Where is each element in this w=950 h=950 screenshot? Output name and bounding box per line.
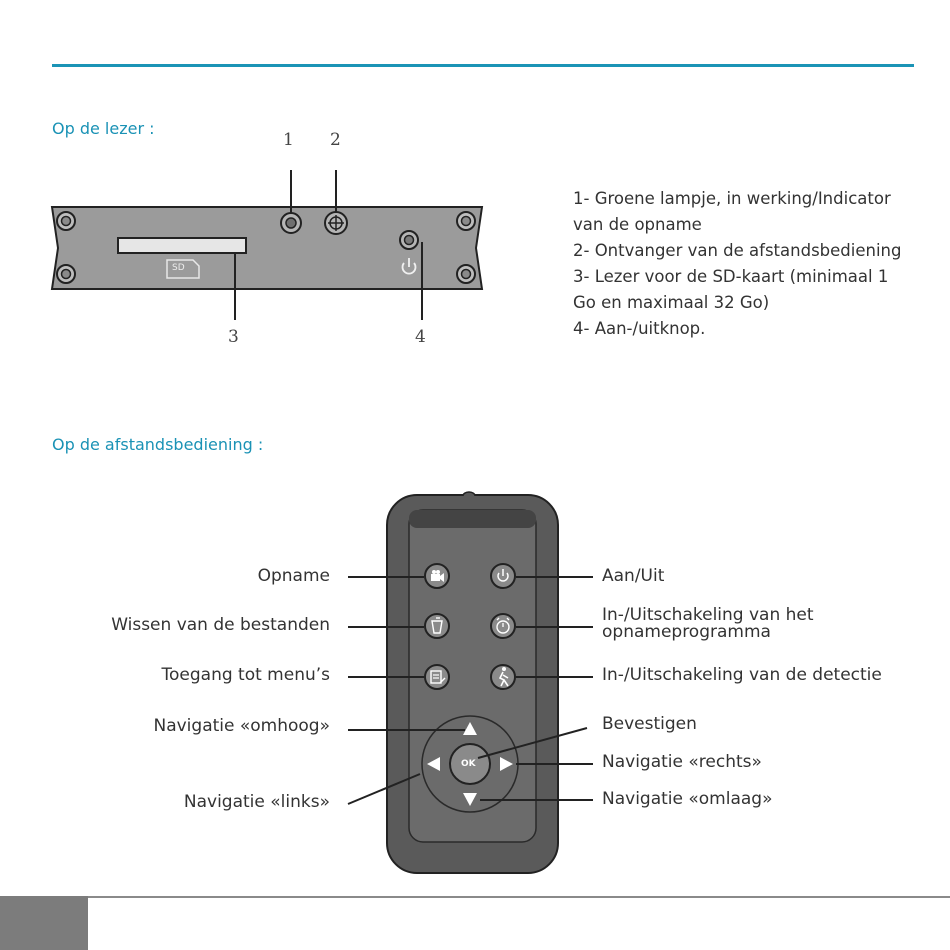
remote-top-nub <box>463 492 475 496</box>
label-up: Navigatie «omhoog» <box>153 716 330 736</box>
label-schedule <box>602 607 814 641</box>
sd-logo-text: SD <box>172 263 185 273</box>
label-menu: Toegang tot menu’s <box>161 665 330 685</box>
callout-number-4: 4 <box>415 327 426 347</box>
label-delete: Wissen van de bestanden <box>111 615 330 635</box>
schedule-button <box>491 614 515 638</box>
remote-heading: Op de afstandsbediening : <box>52 435 264 454</box>
legend-line: 1- Groene lampje, in werking/Indicator <box>573 189 891 208</box>
legend-line: 4- Aan-/uitknop. <box>573 319 706 338</box>
delete-button <box>425 614 449 638</box>
remote-power-button <box>491 564 515 588</box>
label-down: Navigatie «omlaag» <box>602 789 773 809</box>
ok-label: OK <box>461 759 476 769</box>
remote-panel-top <box>409 510 536 528</box>
footer-rule <box>0 896 950 898</box>
label-detection: In-/Uitschakeling van de detectie <box>602 665 882 685</box>
legend-line: 2- Ontvanger van de afstandsbediening <box>573 241 902 260</box>
label-record: Opname <box>257 566 330 586</box>
label-schedule-line2: opnameprogramma <box>602 622 771 642</box>
label-power: Aan/Uit <box>602 566 665 586</box>
record-button <box>425 564 449 588</box>
legend-line: Go en maximaal 32 Go) <box>573 293 770 312</box>
callout-number-3: 3 <box>228 327 239 347</box>
label-right: Navigatie «rechts» <box>602 752 762 772</box>
callout-number-2: 2 <box>330 130 341 150</box>
legend-line: 3- Lezer voor de SD-kaart (minimaal 1 <box>573 267 889 286</box>
page-number-box <box>0 896 88 950</box>
legend-line: van de opname <box>573 215 702 234</box>
menu-button <box>425 665 449 689</box>
callout-number-1: 1 <box>283 130 294 150</box>
label-schedule-line1: In-/Uitschakeling van het <box>602 605 814 625</box>
label-left: Navigatie «links» <box>183 792 330 812</box>
label-confirm: Bevestigen <box>602 714 697 734</box>
reader-heading: Op de lezer : <box>52 119 155 138</box>
detection-button <box>491 665 515 689</box>
